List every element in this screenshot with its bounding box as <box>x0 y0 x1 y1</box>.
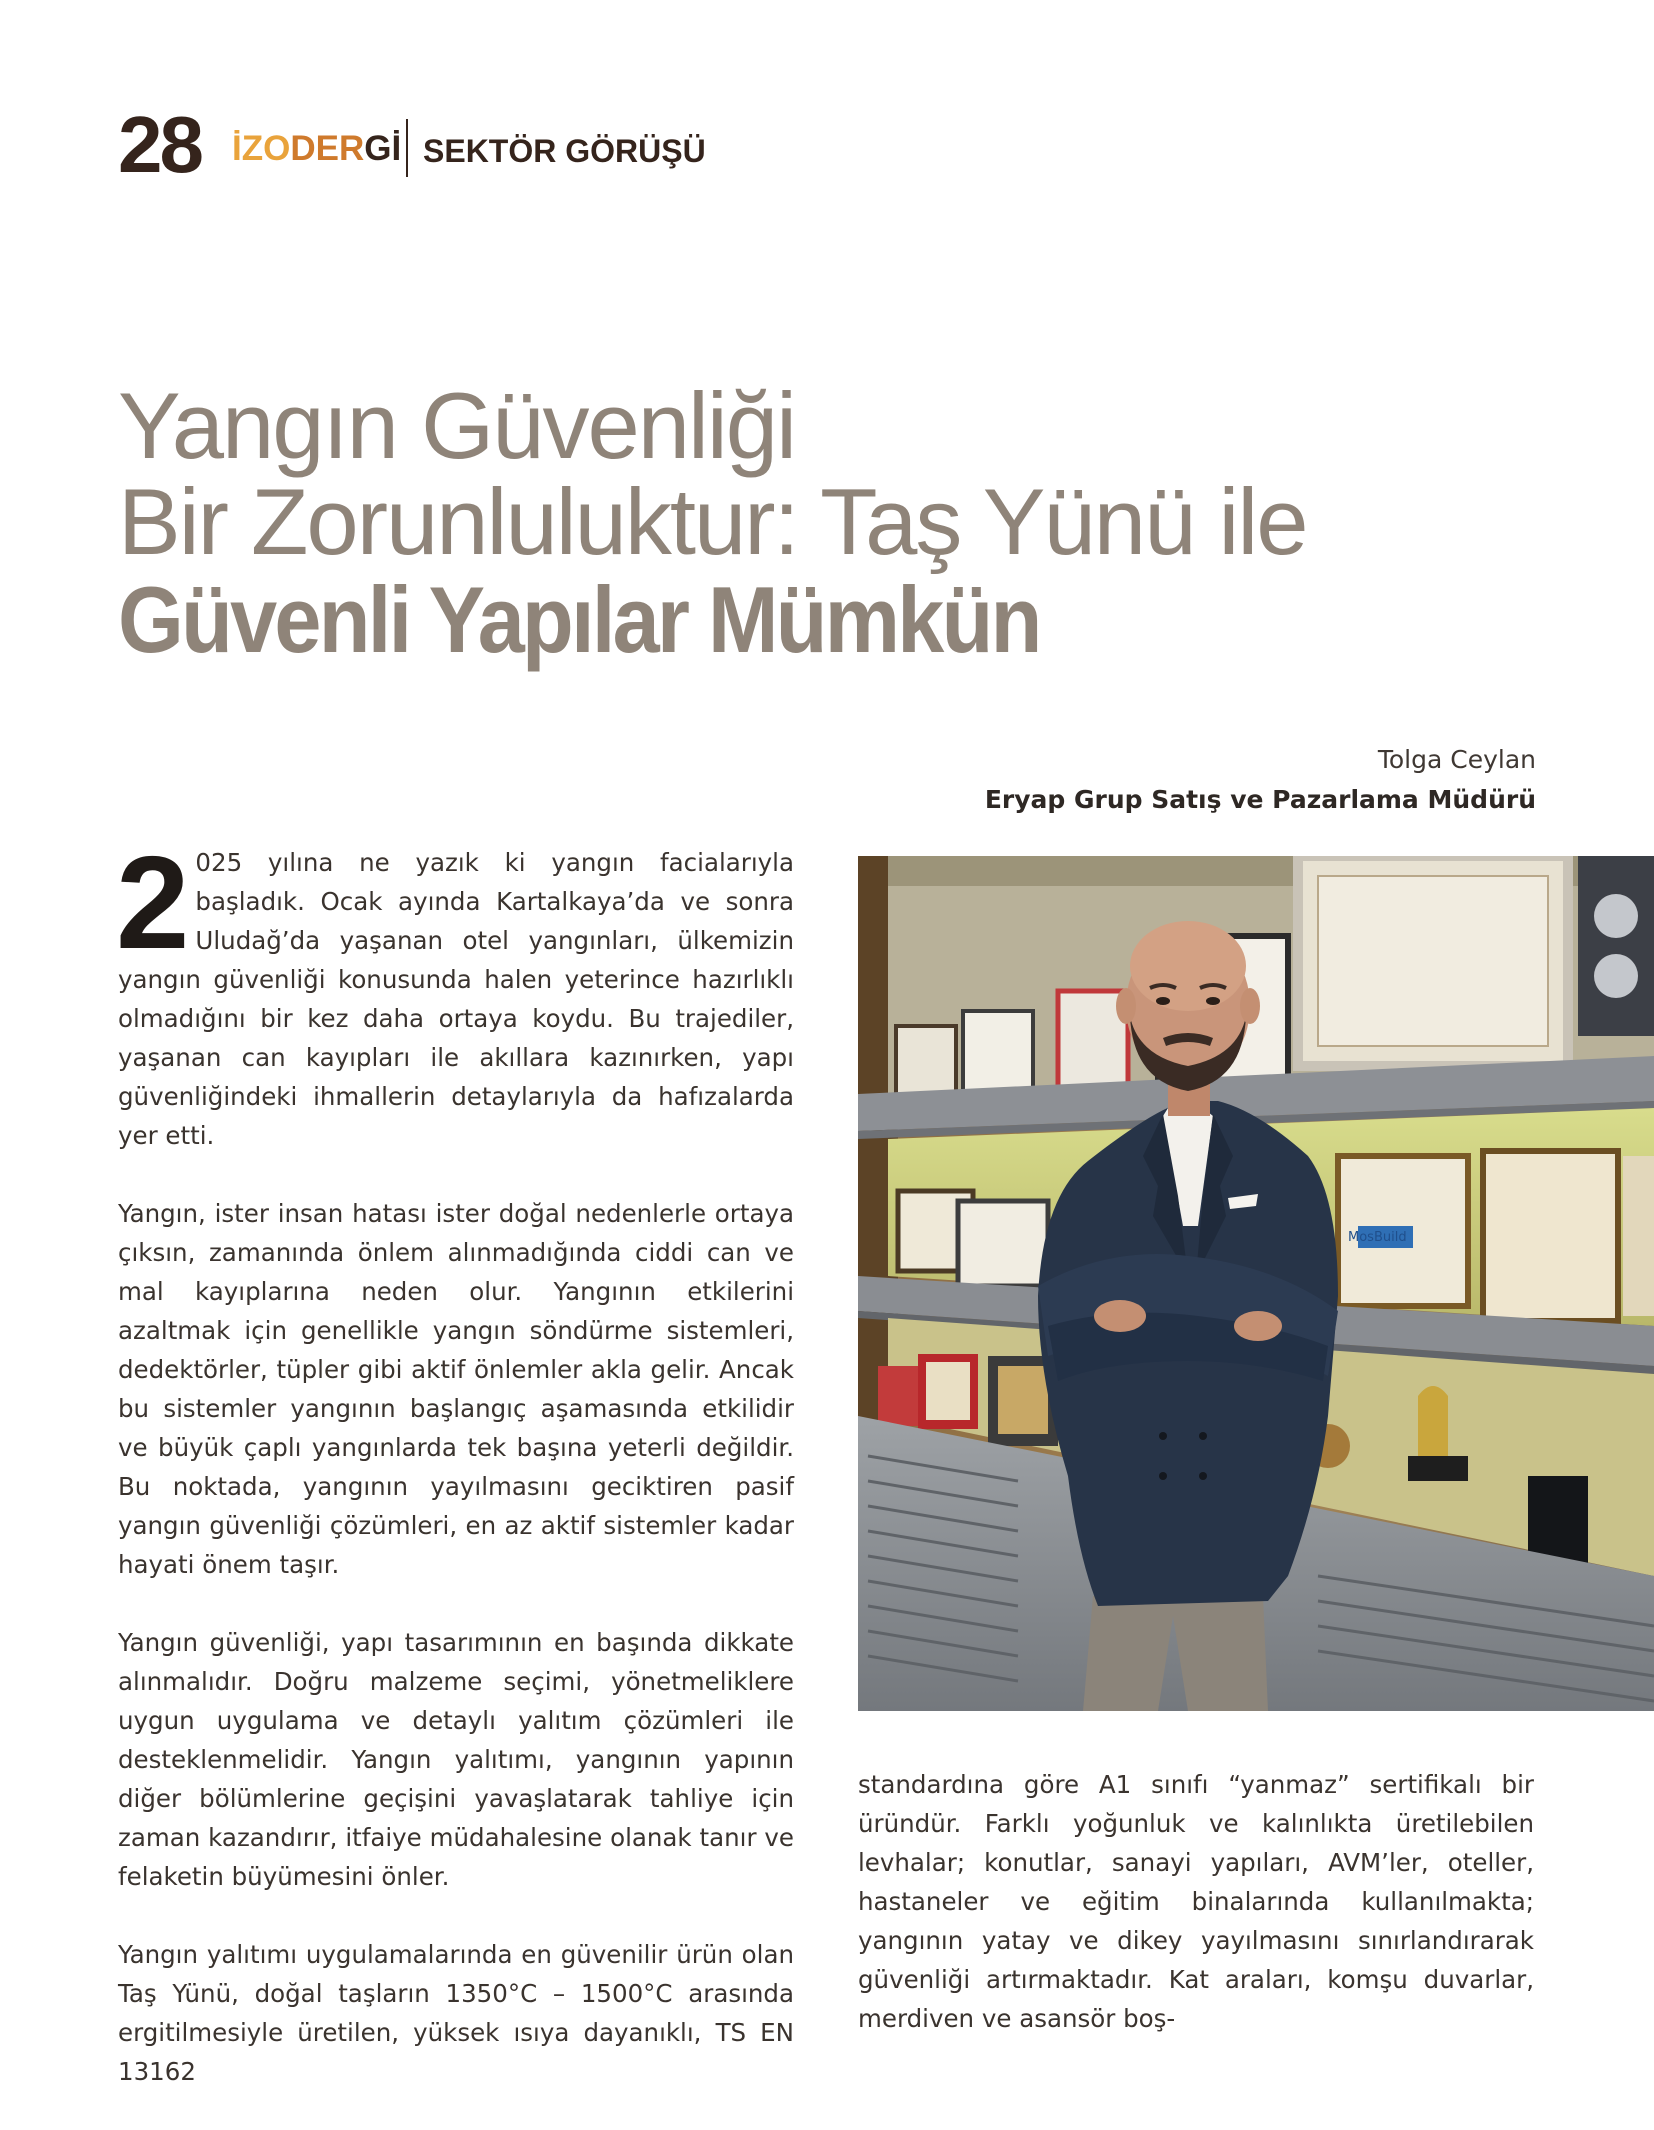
logo-part-izo: İZO <box>232 129 291 168</box>
logo-part-gi: Gİ <box>364 129 402 168</box>
author-byline <box>985 740 1536 820</box>
title-line-3: Güvenli Yapılar Mümkün <box>118 567 1040 672</box>
magazine-logo <box>232 127 401 171</box>
paragraph-3: Yangın güvenliği, yapı tasarımının en başında dikkate alınmalıdır. Doğru malzeme seçimi, yönetmeliklere uygun uygulama ve detaylı yalıtım çözümleri ile desteklenmelidir. Yangın yalıtımı, yangının yapının diğer bölümlerine geçişini yavaşlatarak tahliye için zaman kazandırır, itfaiye müdahalesine olanak tanır ve felaketin büyümesini önler. <box>118 1628 794 1891</box>
logo-part-der: DER <box>290 129 365 168</box>
paragraph-5: standardına göre A1 sınıfı “yanmaz” sertifikalı bir üründür. Farklı yoğunluk ve kalınlıkta üretilebilen levhalar; konutlar, sanayi yapıları, AVM’ler, oteller, hastaneler ve eğitim binalarında kullanılmakta; yangının yatay ve dikey yayılmasını sınırlandırarak güvenliği artırmaktadır. Kat araları, komşu duvarlar, merdiven ve asansör boş- <box>858 1770 1534 2033</box>
author-photo <box>858 856 1654 1711</box>
paragraph-1 <box>116 829 794 1155</box>
photo-certificate-label: MosBuild <box>1348 1230 1407 1245</box>
paragraph-1-text: 025 yılına ne yazık ki yangın facialarıyla başladık. Ocak ayında Kartalkaya’da ve sonra Uludağ’da yaşanan otel yangınları, ülkemizin yangın güvenliği konusunda halen yeterince hazırlıklı olmadığını bir kez daha ortaya koydu. Bu trajediler, yaşanan can kayıpları ile akıllara kazınırken, yapı güvenliğindeki ihmallerin detaylarıyla da hafızalarda yer etti. <box>118 848 794 1150</box>
author-name: Tolga Ceylan <box>1377 745 1536 774</box>
page-number: 28 <box>118 100 201 189</box>
paragraph-2: Yangın, ister insan hatası ister doğal nedenlerle ortaya çıksın, zamanında önlem alınmadığında ciddi can ve mal kayıplarına neden olur. Yangının etkilerini azaltmak için genellikle yangın söndürme sistemleri, dedektörler, tüpler gibi aktif önlemler akla gelir. Ancak bu sistemler yangının başlangıç aşamasında etkilidir ve büyük çaplı yangınlarda tek başına yeterli değildir. Bu noktada, yangının yayılmasını geciktiren pasif yangın güvenliği çözümleri, en az aktif sistemler kadar hayati önem taşır. <box>118 1199 794 1579</box>
article-column-left <box>116 829 794 2130</box>
article-column-right <box>858 1765 1534 2038</box>
author-role: Eryap Grup Satış ve Pazarlama Müdürü <box>984 785 1536 814</box>
header-divider <box>406 119 408 177</box>
section-label: SEKTÖR GÖRÜŞÜ <box>423 133 706 169</box>
title-line-1: Yangın Güvenliği <box>118 373 795 478</box>
article-title <box>118 373 1568 672</box>
paragraph-4: Yangın yalıtımı uygulamalarında en güvenilir ürün olan Taş Yünü, doğal taşların 1350°C – 1500°C arasında ergitilmesiyle üretilen, yüksek ısıya dayanıklı, TS EN 13162 <box>118 1940 794 2086</box>
drop-cap: 2 <box>116 829 190 976</box>
title-line-2: Bir Zorunluluktur: Taş Yünü ile <box>118 469 1307 574</box>
